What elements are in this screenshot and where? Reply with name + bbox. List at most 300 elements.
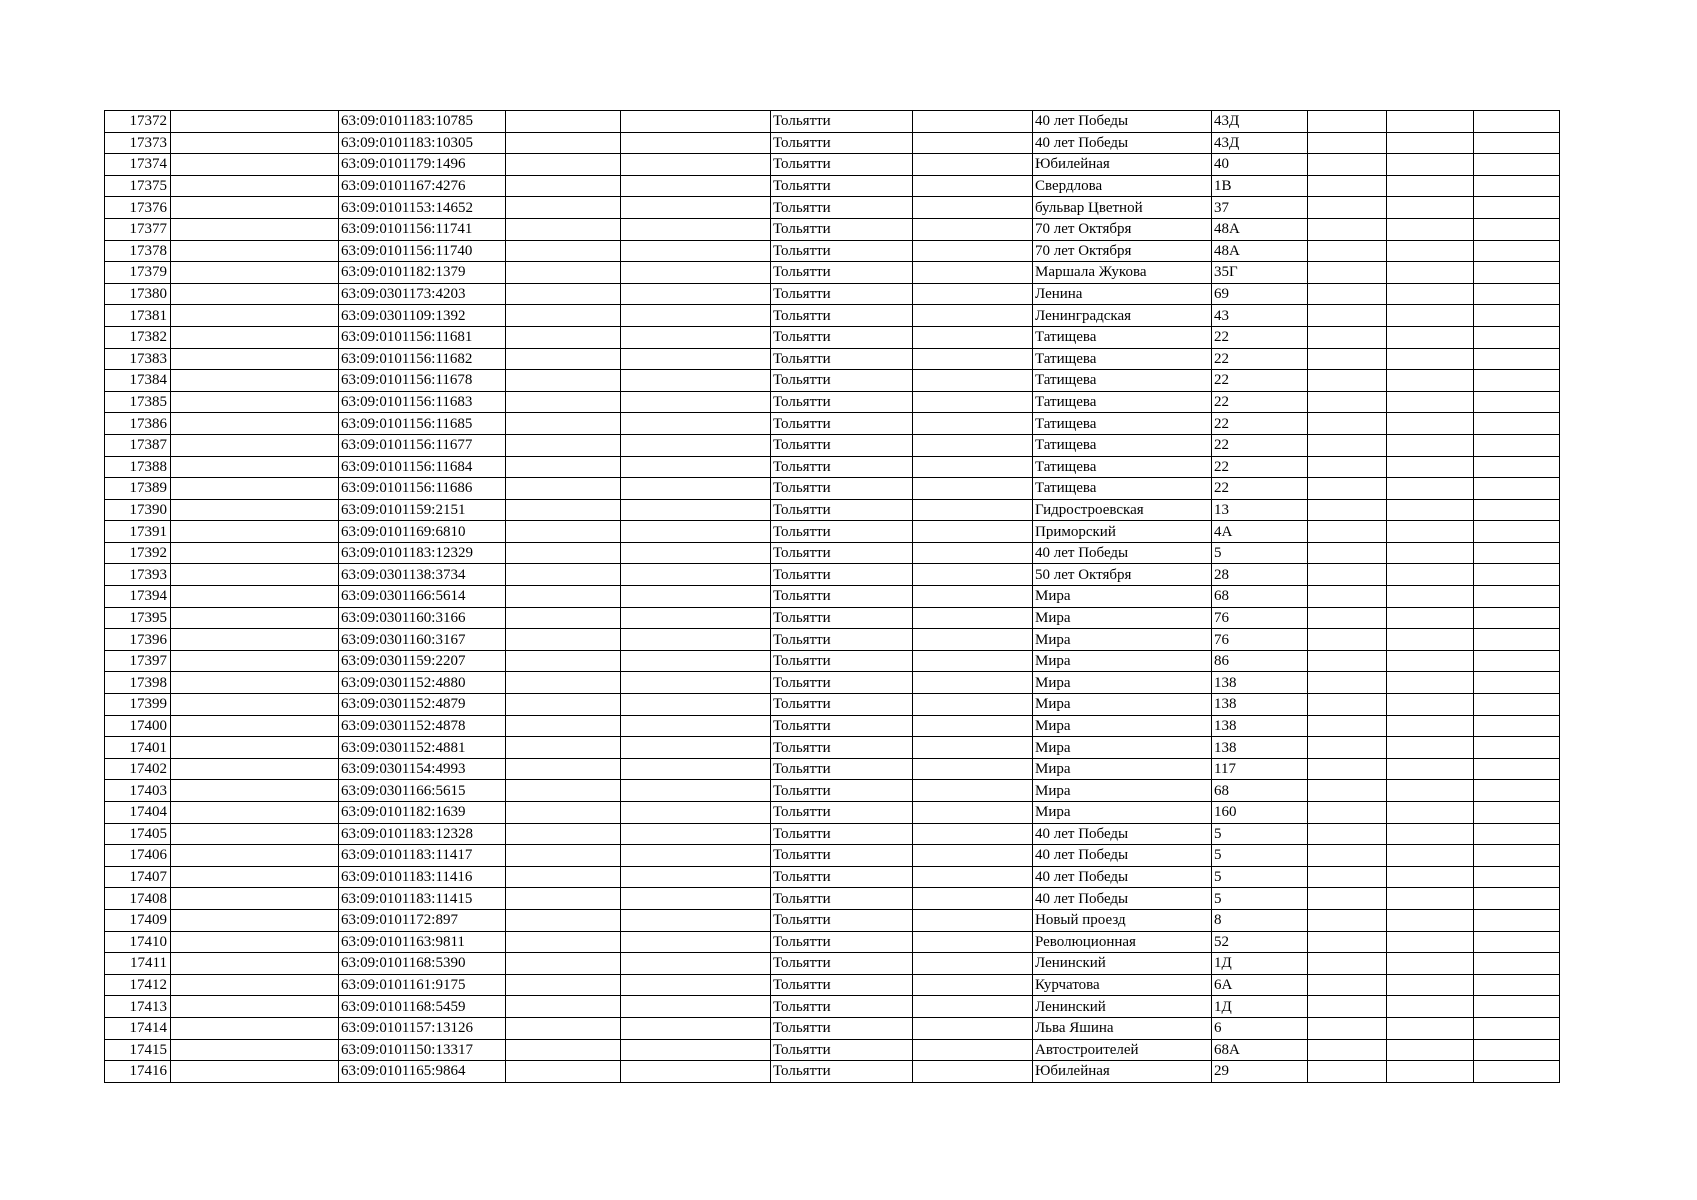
empty-cell <box>171 974 339 996</box>
empty-cell <box>621 391 771 413</box>
city-cell: Тольятти <box>771 478 913 500</box>
empty-cell <box>1308 564 1387 586</box>
empty-cell <box>171 1017 339 1039</box>
street-cell: Приморский <box>1033 521 1212 543</box>
city-cell: Тольятти <box>771 262 913 284</box>
empty-cell <box>913 1061 1033 1083</box>
cadastral-number-cell: 63:09:0101163:9811 <box>339 931 506 953</box>
street-cell: Мира <box>1033 715 1212 737</box>
empty-cell <box>171 607 339 629</box>
empty-cell <box>1387 715 1474 737</box>
house-number-cell: 22 <box>1212 370 1308 392</box>
cadastral-number-cell: 63:09:0101156:11740 <box>339 240 506 262</box>
row-number-cell: 17375 <box>105 175 171 197</box>
empty-cell <box>506 780 621 802</box>
empty-cell <box>621 823 771 845</box>
empty-cell <box>1308 866 1387 888</box>
cadastral-number-cell: 63:09:0101183:11416 <box>339 866 506 888</box>
empty-cell <box>1474 737 1560 759</box>
city-cell: Тольятти <box>771 607 913 629</box>
empty-cell <box>621 262 771 284</box>
house-number-cell: 68 <box>1212 780 1308 802</box>
table-row <box>105 737 1560 759</box>
city-cell: Тольятти <box>771 780 913 802</box>
empty-cell <box>621 521 771 543</box>
empty-cell <box>1387 456 1474 478</box>
empty-cell <box>1474 607 1560 629</box>
house-number-cell: 68А <box>1212 1039 1308 1061</box>
empty-cell <box>913 521 1033 543</box>
house-number-cell: 138 <box>1212 672 1308 694</box>
empty-cell <box>506 953 621 975</box>
street-cell: 40 лет Победы <box>1033 542 1212 564</box>
row-number-cell: 17403 <box>105 780 171 802</box>
house-number-cell: 8 <box>1212 909 1308 931</box>
street-cell: Ленинский <box>1033 953 1212 975</box>
empty-cell <box>621 607 771 629</box>
empty-cell <box>1308 1061 1387 1083</box>
street-cell: Татищева <box>1033 434 1212 456</box>
empty-cell <box>621 1017 771 1039</box>
empty-cell <box>621 348 771 370</box>
empty-cell <box>1387 650 1474 672</box>
cadastral-number-cell: 63:09:0101183:10785 <box>339 111 506 133</box>
empty-cell <box>506 909 621 931</box>
empty-cell <box>913 888 1033 910</box>
street-cell: 40 лет Победы <box>1033 132 1212 154</box>
street-cell: Мира <box>1033 758 1212 780</box>
table-row <box>105 542 1560 564</box>
empty-cell <box>1308 521 1387 543</box>
empty-cell <box>913 564 1033 586</box>
empty-cell <box>913 413 1033 435</box>
empty-cell <box>621 931 771 953</box>
empty-cell <box>171 758 339 780</box>
house-number-cell: 68 <box>1212 586 1308 608</box>
house-number-cell: 22 <box>1212 348 1308 370</box>
street-cell: Мира <box>1033 802 1212 824</box>
empty-cell <box>1474 111 1560 133</box>
house-number-cell: 22 <box>1212 478 1308 500</box>
house-number-cell: 76 <box>1212 629 1308 651</box>
cadastral-number-cell: 63:09:0101156:11677 <box>339 434 506 456</box>
empty-cell <box>1474 240 1560 262</box>
empty-cell <box>171 391 339 413</box>
house-number-cell: 43Д <box>1212 132 1308 154</box>
cadastral-number-cell: 63:09:0301152:4880 <box>339 672 506 694</box>
empty-cell <box>171 262 339 284</box>
row-number-cell: 17392 <box>105 542 171 564</box>
empty-cell <box>621 434 771 456</box>
empty-cell <box>1308 931 1387 953</box>
empty-cell <box>621 909 771 931</box>
empty-cell <box>171 370 339 392</box>
empty-cell <box>1308 823 1387 845</box>
row-number-cell: 17381 <box>105 305 171 327</box>
empty-cell <box>171 434 339 456</box>
row-number-cell: 17385 <box>105 391 171 413</box>
empty-cell <box>621 650 771 672</box>
empty-cell <box>621 737 771 759</box>
empty-cell <box>506 564 621 586</box>
street-cell: Татищева <box>1033 391 1212 413</box>
city-cell: Тольятти <box>771 823 913 845</box>
cadastral-number-cell: 63:09:0101156:11685 <box>339 413 506 435</box>
table-row <box>105 348 1560 370</box>
empty-cell <box>171 283 339 305</box>
street-cell: 40 лет Победы <box>1033 111 1212 133</box>
city-cell: Тольятти <box>771 931 913 953</box>
empty-cell <box>1308 154 1387 176</box>
empty-cell <box>506 499 621 521</box>
cadastral-number-cell: 63:09:0101161:9175 <box>339 974 506 996</box>
table-row <box>105 586 1560 608</box>
table-row <box>105 262 1560 284</box>
empty-cell <box>506 715 621 737</box>
city-cell: Тольятти <box>771 542 913 564</box>
street-cell: 70 лет Октября <box>1033 240 1212 262</box>
empty-cell <box>621 456 771 478</box>
empty-cell <box>621 758 771 780</box>
empty-cell <box>913 780 1033 802</box>
house-number-cell: 1Д <box>1212 996 1308 1018</box>
empty-cell <box>506 521 621 543</box>
empty-cell <box>506 974 621 996</box>
street-cell: Татищева <box>1033 478 1212 500</box>
empty-cell <box>913 823 1033 845</box>
empty-cell <box>1308 909 1387 931</box>
empty-cell <box>1387 586 1474 608</box>
empty-cell <box>913 434 1033 456</box>
empty-cell <box>506 478 621 500</box>
empty-cell <box>1308 175 1387 197</box>
empty-cell <box>1308 370 1387 392</box>
house-number-cell: 48А <box>1212 218 1308 240</box>
empty-cell <box>1387 478 1474 500</box>
empty-cell <box>621 1061 771 1083</box>
empty-cell <box>913 737 1033 759</box>
house-number-cell: 37 <box>1212 197 1308 219</box>
city-cell: Тольятти <box>771 672 913 694</box>
street-cell: Курчатова <box>1033 974 1212 996</box>
empty-cell <box>171 629 339 651</box>
empty-cell <box>1308 456 1387 478</box>
table-row <box>105 370 1560 392</box>
cadastral-number-cell: 63:09:0101156:11684 <box>339 456 506 478</box>
empty-cell <box>171 888 339 910</box>
table-row <box>105 694 1560 716</box>
empty-cell <box>621 305 771 327</box>
table-row <box>105 758 1560 780</box>
empty-cell <box>913 931 1033 953</box>
empty-cell <box>1387 111 1474 133</box>
empty-cell <box>913 348 1033 370</box>
cadastral-number-cell: 63:09:0101156:11683 <box>339 391 506 413</box>
house-number-cell: 69 <box>1212 283 1308 305</box>
house-number-cell: 43Д <box>1212 111 1308 133</box>
row-number-cell: 17382 <box>105 326 171 348</box>
city-cell: Тольятти <box>771 737 913 759</box>
empty-cell <box>1308 283 1387 305</box>
street-cell: Мира <box>1033 650 1212 672</box>
street-cell: 40 лет Победы <box>1033 888 1212 910</box>
empty-cell <box>171 326 339 348</box>
empty-cell <box>1387 413 1474 435</box>
empty-cell <box>913 629 1033 651</box>
empty-cell <box>1308 413 1387 435</box>
empty-cell <box>1387 542 1474 564</box>
empty-cell <box>1387 823 1474 845</box>
city-cell: Тольятти <box>771 629 913 651</box>
city-cell: Тольятти <box>771 521 913 543</box>
table-row <box>105 715 1560 737</box>
empty-cell <box>1474 132 1560 154</box>
table-row <box>105 996 1560 1018</box>
empty-cell <box>171 521 339 543</box>
empty-cell <box>506 931 621 953</box>
row-number-cell: 17400 <box>105 715 171 737</box>
row-number-cell: 17408 <box>105 888 171 910</box>
city-cell: Тольятти <box>771 499 913 521</box>
house-number-cell: 22 <box>1212 413 1308 435</box>
empty-cell <box>1474 154 1560 176</box>
cadastral-number-cell: 63:09:0301138:3734 <box>339 564 506 586</box>
empty-cell <box>506 888 621 910</box>
empty-cell <box>171 132 339 154</box>
empty-cell <box>1387 197 1474 219</box>
empty-cell <box>1308 326 1387 348</box>
empty-cell <box>1387 694 1474 716</box>
cadastral-number-cell: 63:09:0301154:4993 <box>339 758 506 780</box>
empty-cell <box>171 780 339 802</box>
table-row <box>105 672 1560 694</box>
empty-cell <box>506 391 621 413</box>
cadastral-number-cell: 63:09:0101156:11682 <box>339 348 506 370</box>
empty-cell <box>1387 1039 1474 1061</box>
empty-cell <box>621 888 771 910</box>
empty-cell <box>1308 629 1387 651</box>
cadastral-number-cell: 63:09:0301166:5614 <box>339 586 506 608</box>
street-cell: Мира <box>1033 607 1212 629</box>
row-number-cell: 17413 <box>105 996 171 1018</box>
empty-cell <box>171 715 339 737</box>
empty-cell <box>1387 521 1474 543</box>
cadastral-number-cell: 63:09:0101168:5459 <box>339 996 506 1018</box>
empty-cell <box>506 1061 621 1083</box>
empty-cell <box>1308 953 1387 975</box>
street-cell: Мира <box>1033 629 1212 651</box>
empty-cell <box>621 1039 771 1061</box>
empty-cell <box>506 111 621 133</box>
house-number-cell: 52 <box>1212 931 1308 953</box>
empty-cell <box>171 1061 339 1083</box>
street-cell: Мира <box>1033 586 1212 608</box>
empty-cell <box>1308 240 1387 262</box>
table-row <box>105 931 1560 953</box>
table-row <box>105 197 1560 219</box>
empty-cell <box>621 132 771 154</box>
city-cell: Тольятти <box>771 715 913 737</box>
empty-cell <box>1387 1017 1474 1039</box>
empty-cell <box>621 564 771 586</box>
empty-cell <box>506 650 621 672</box>
cadastral-number-cell: 63:09:0101165:9864 <box>339 1061 506 1083</box>
cadastral-number-cell: 63:09:0101183:12329 <box>339 542 506 564</box>
empty-cell <box>1474 262 1560 284</box>
empty-cell <box>171 564 339 586</box>
empty-cell <box>171 413 339 435</box>
empty-cell <box>506 283 621 305</box>
city-cell: Тольятти <box>771 845 913 867</box>
table-row <box>105 607 1560 629</box>
empty-cell <box>1387 931 1474 953</box>
house-number-cell: 117 <box>1212 758 1308 780</box>
row-number-cell: 17410 <box>105 931 171 953</box>
street-cell: бульвар Цветной <box>1033 197 1212 219</box>
street-cell: Татищева <box>1033 413 1212 435</box>
table-row <box>105 391 1560 413</box>
house-number-cell: 29 <box>1212 1061 1308 1083</box>
empty-cell <box>506 305 621 327</box>
empty-cell <box>1308 1039 1387 1061</box>
empty-cell <box>1387 391 1474 413</box>
cadastral-number-cell: 63:09:0101182:1379 <box>339 262 506 284</box>
empty-cell <box>1474 1039 1560 1061</box>
empty-cell <box>506 758 621 780</box>
city-cell: Тольятти <box>771 154 913 176</box>
empty-cell <box>506 413 621 435</box>
empty-cell <box>1387 866 1474 888</box>
row-number-cell: 17374 <box>105 154 171 176</box>
cadastral-number-cell: 63:09:0301109:1392 <box>339 305 506 327</box>
empty-cell <box>171 823 339 845</box>
table-row <box>105 909 1560 931</box>
house-number-cell: 1Д <box>1212 953 1308 975</box>
empty-cell <box>171 542 339 564</box>
row-number-cell: 17398 <box>105 672 171 694</box>
empty-cell <box>1308 391 1387 413</box>
empty-cell <box>506 348 621 370</box>
empty-cell <box>913 283 1033 305</box>
city-cell: Тольятти <box>771 802 913 824</box>
empty-cell <box>1308 197 1387 219</box>
city-cell: Тольятти <box>771 456 913 478</box>
empty-cell <box>1387 305 1474 327</box>
empty-cell <box>621 629 771 651</box>
street-cell: Автостроителей <box>1033 1039 1212 1061</box>
street-cell: Новый проезд <box>1033 909 1212 931</box>
row-number-cell: 17397 <box>105 650 171 672</box>
table-row <box>105 650 1560 672</box>
street-cell: Революционная <box>1033 931 1212 953</box>
city-cell: Тольятти <box>771 586 913 608</box>
empty-cell <box>1474 694 1560 716</box>
table-row <box>105 629 1560 651</box>
street-cell: 40 лет Победы <box>1033 823 1212 845</box>
empty-cell <box>171 996 339 1018</box>
empty-cell <box>1308 672 1387 694</box>
empty-cell <box>621 413 771 435</box>
table-row <box>105 521 1560 543</box>
table-row <box>105 1061 1560 1083</box>
empty-cell <box>621 866 771 888</box>
empty-cell <box>913 996 1033 1018</box>
city-cell: Тольятти <box>771 974 913 996</box>
city-cell: Тольятти <box>771 197 913 219</box>
street-cell: Льва Яшина <box>1033 1017 1212 1039</box>
empty-cell <box>1474 672 1560 694</box>
house-number-cell: 5 <box>1212 866 1308 888</box>
empty-cell <box>171 197 339 219</box>
empty-cell <box>621 197 771 219</box>
city-cell: Тольятти <box>771 434 913 456</box>
empty-cell <box>506 197 621 219</box>
house-number-cell: 28 <box>1212 564 1308 586</box>
city-cell: Тольятти <box>771 218 913 240</box>
table-row <box>105 888 1560 910</box>
table-row <box>105 175 1560 197</box>
row-number-cell: 17416 <box>105 1061 171 1083</box>
empty-cell <box>1474 391 1560 413</box>
house-number-cell: 5 <box>1212 823 1308 845</box>
table-row <box>105 154 1560 176</box>
city-cell: Тольятти <box>771 888 913 910</box>
house-number-cell: 138 <box>1212 737 1308 759</box>
street-cell: Маршала Жукова <box>1033 262 1212 284</box>
row-number-cell: 17394 <box>105 586 171 608</box>
empty-cell <box>1387 909 1474 931</box>
empty-cell <box>913 1039 1033 1061</box>
city-cell: Тольятти <box>771 326 913 348</box>
row-number-cell: 17396 <box>105 629 171 651</box>
empty-cell <box>171 802 339 824</box>
empty-cell <box>1474 888 1560 910</box>
empty-cell <box>1387 218 1474 240</box>
table-row <box>105 499 1560 521</box>
empty-cell <box>913 132 1033 154</box>
row-number-cell: 17395 <box>105 607 171 629</box>
empty-cell <box>506 132 621 154</box>
house-number-cell: 40 <box>1212 154 1308 176</box>
cadastral-number-cell: 63:09:0101183:11417 <box>339 845 506 867</box>
house-number-cell: 1В <box>1212 175 1308 197</box>
empty-cell <box>1474 1017 1560 1039</box>
empty-cell <box>913 456 1033 478</box>
street-cell: 40 лет Победы <box>1033 866 1212 888</box>
empty-cell <box>171 305 339 327</box>
empty-cell <box>171 111 339 133</box>
row-number-cell: 17386 <box>105 413 171 435</box>
empty-cell <box>1387 370 1474 392</box>
row-number-cell: 17372 <box>105 111 171 133</box>
street-cell: Мира <box>1033 672 1212 694</box>
cadastral-number-cell: 63:09:0301159:2207 <box>339 650 506 672</box>
house-number-cell: 22 <box>1212 434 1308 456</box>
empty-cell <box>1387 737 1474 759</box>
empty-cell <box>621 111 771 133</box>
city-cell: Тольятти <box>771 650 913 672</box>
empty-cell <box>1308 586 1387 608</box>
city-cell: Тольятти <box>771 909 913 931</box>
empty-cell <box>621 542 771 564</box>
cadastral-number-cell: 63:09:0101167:4276 <box>339 175 506 197</box>
house-number-cell: 43 <box>1212 305 1308 327</box>
empty-cell <box>1474 542 1560 564</box>
empty-cell <box>1308 348 1387 370</box>
empty-cell <box>171 694 339 716</box>
empty-cell <box>506 456 621 478</box>
empty-cell <box>913 154 1033 176</box>
